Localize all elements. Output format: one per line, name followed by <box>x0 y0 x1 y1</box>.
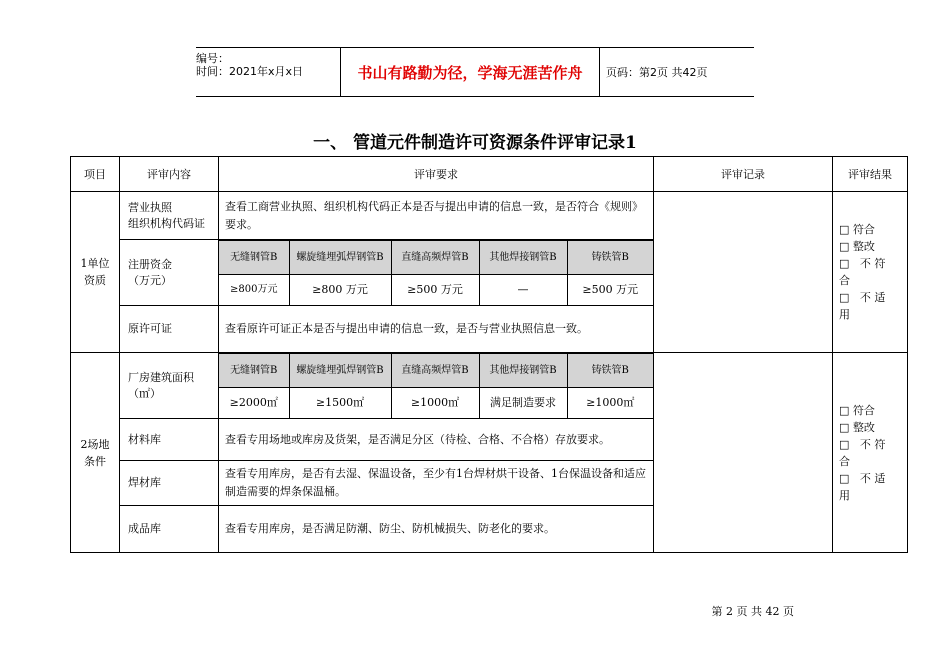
item-label: 资质 <box>84 274 106 287</box>
sub-value: ≥1000㎡ <box>391 388 479 419</box>
content-label: 厂房建筑面积 <box>128 370 194 384</box>
header-motto: 书山有路勤为径，学海无涯苦作舟 <box>340 48 600 96</box>
subtable-cell <box>219 240 654 306</box>
column-header: 评审内容 <box>120 157 219 192</box>
number-label: 编号： <box>196 52 229 65</box>
table-row <box>71 353 908 419</box>
sub-header: 其他焊接钢管B <box>479 354 567 388</box>
page-title: 一、 管道元件制造许可资源条件评审记录1 <box>313 133 637 153</box>
content-cell <box>120 240 219 306</box>
content-cell: 焊材库 <box>120 461 219 506</box>
header-meta <box>196 48 340 96</box>
sub-header: 螺旋缝埋弧焊钢管B <box>289 241 391 275</box>
requirement-cell: 查看专用库房，是否有去湿、保温设备，至少有1台焊材烘干设备、1台保温设备和适应制造需要的焊条保温桶。 <box>219 461 654 506</box>
sub-value: ≥2000㎡ <box>219 388 289 419</box>
record-cell[interactable] <box>654 353 833 553</box>
sub-header: 铸铁管B <box>567 354 653 388</box>
content-label: 注册资金 <box>128 257 172 271</box>
result-option-cont: 合 <box>839 274 850 287</box>
item-cell <box>71 192 120 353</box>
content-label: 组织机构代码证 <box>128 216 205 230</box>
sub-value: ≥800 万元 <box>289 275 391 306</box>
page-footer: 第 2 页 共 42 页 <box>711 605 794 618</box>
content-label: 营业执照 <box>128 200 172 214</box>
table-row <box>71 192 908 240</box>
result-option-cont: 用 <box>839 488 850 502</box>
sub-header: 螺旋缝埋弧焊钢管B <box>289 354 391 388</box>
sub-header: 铸铁管B <box>567 241 653 275</box>
table-header-row <box>71 157 908 192</box>
review-table <box>70 156 908 553</box>
sub-header: 无缝钢管B <box>219 241 289 275</box>
sub-header: 直缝高频焊管B <box>391 241 479 275</box>
column-header: 评审要求 <box>219 157 654 192</box>
content-cell <box>120 192 219 240</box>
item-label: 条件 <box>84 454 106 468</box>
record-cell[interactable] <box>654 192 833 353</box>
requirement-cell: 查看专用场地或库房及货架，是否满足分区（待检、合格、不合格）存放要求。 <box>219 419 654 461</box>
item-label: 2场地 <box>80 437 110 451</box>
item-cell <box>71 353 120 553</box>
sub-value: ≥1500㎡ <box>289 388 391 419</box>
subtable-cell <box>219 353 654 419</box>
requirement-cell: 查看专用库房，是否满足防潮、防尘、防机械损失、防老化的要求。 <box>219 506 654 553</box>
requirement-cell: 查看原许可证正本是否与提出申请的信息一致，是否与营业执照信息一致。 <box>219 306 654 353</box>
result-option[interactable]: □ 不 符 <box>839 437 886 451</box>
content-cell <box>120 353 219 419</box>
sub-value: ≥500 万元 <box>391 275 479 306</box>
result-option[interactable]: □ 符合 <box>839 223 875 236</box>
time-label: 时间：2021年x月x日 <box>196 65 304 78</box>
sub-value: ≥1000㎡ <box>567 388 653 419</box>
sub-value: ≥500 万元 <box>567 275 653 306</box>
content-label: （㎡） <box>128 386 161 400</box>
result-option[interactable]: □ 不 适 <box>839 291 886 304</box>
result-option[interactable]: □ 不 适 <box>839 471 886 485</box>
document-header <box>196 47 754 97</box>
area-subtable <box>219 353 653 418</box>
result-cell[interactable] <box>833 353 908 553</box>
result-option-cont: 合 <box>839 454 850 468</box>
sub-value: — <box>479 275 567 306</box>
requirement-cell: 查看工商营业执照、组织机构代码正本是否与提出申请的信息一致，是否符合《规则》要求。 <box>219 192 654 240</box>
capital-subtable <box>219 240 653 305</box>
result-option[interactable]: □ 符合 <box>839 403 875 417</box>
sub-value: ≥800万元 <box>219 275 289 306</box>
item-label: 1单位 <box>80 257 110 270</box>
sub-value: 满足制造要求 <box>479 388 567 419</box>
sub-header: 直缝高频焊管B <box>391 354 479 388</box>
result-option[interactable]: □ 整改 <box>839 240 875 253</box>
column-header: 项目 <box>71 157 120 192</box>
result-option[interactable]: □ 不 符 <box>839 257 886 270</box>
result-cell[interactable] <box>833 192 908 353</box>
result-option[interactable]: □ 整改 <box>839 420 875 434</box>
content-cell: 材料库 <box>120 419 219 461</box>
content-cell: 原许可证 <box>120 306 219 353</box>
header-page-label: 页码：第2页 共42页 <box>606 66 708 79</box>
sub-header: 其他焊接钢管B <box>479 241 567 275</box>
sub-header: 无缝钢管B <box>219 354 289 388</box>
column-header: 评审结果 <box>833 157 908 192</box>
result-option-cont: 用 <box>839 308 850 321</box>
content-label: （万元） <box>128 273 172 287</box>
column-header: 评审记录 <box>654 157 833 192</box>
content-cell: 成品库 <box>120 506 219 553</box>
